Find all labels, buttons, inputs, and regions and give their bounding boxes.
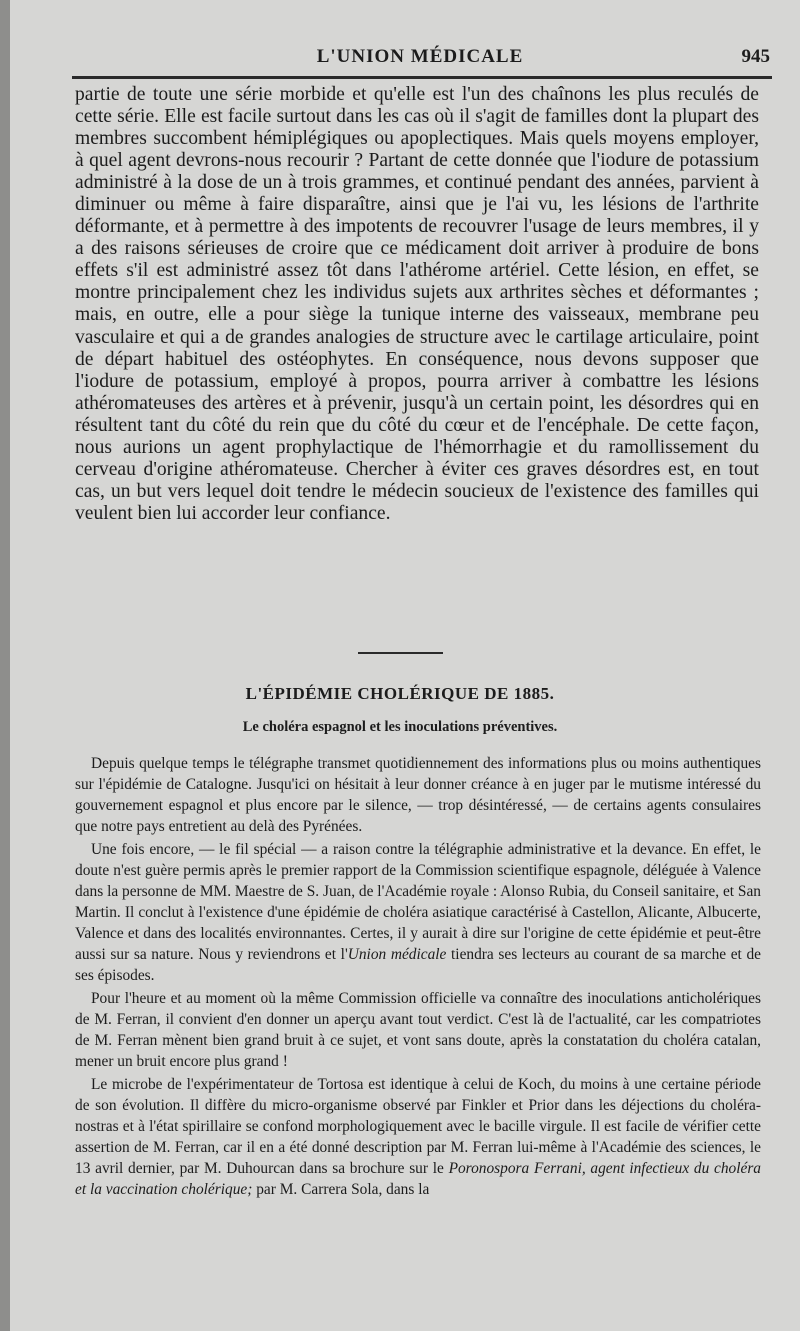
- continued-text: [75, 84, 759, 525]
- section-title: L'ÉPIDÉMIE CHOLÉRIQUE DE 1885.: [245, 684, 555, 703]
- header-rule: [72, 76, 772, 79]
- page-number: 945: [741, 46, 770, 67]
- article-paragraph: Pour l'heure et au moment où la même Commission officielle va connaître des inoculations anticholériques de M. Ferran, il convient d'en donner un aperçu avant tout verdict. C'est là de l'actualité, car les compatriotes de M. Ferran mènent bien grand bruit à ce sujet, et vont sans doute, après la constatation du choléra catalan, mener un bruit encore plus grand !: [75, 990, 761, 1070]
- journal-name: Union médicale: [347, 946, 447, 963]
- page-header: [70, 46, 770, 74]
- brochure-title: Poronospora Ferrani, agent infectieux du choléra et la vaccination cholérique;: [75, 1160, 761, 1198]
- article-paragraph: [75, 1074, 761, 1200]
- section-subtitle: Le choléra espagnol et les inoculations préventives.: [242, 719, 558, 735]
- running-title: L'UNION MÉDICALE: [316, 46, 524, 67]
- paragraph-text: Une fois encore, — le fil spécial — a raison contre la télégraphie administrative et la devance. En effet, le doute n'est guère permis après le premier rapport de la Commission scientifique espagnole, déléguée à Valence dans la personne de MM. Maestre de S. Juan, de l'Académie royale : Alonso Rubia, du Conseil sanitaire, et San Martin. Il conclut à l'existence d'une épidémie de choléra asiatique caractérisé à Castellon, Alicante, Albucerte, Valence et dans des localités environnantes. Certes, il y aurait à dire sur l'origine de cette épidémie et peut-être aussi sur sa nature. Nous y reviendrons et: [75, 841, 761, 963]
- paragraph-text: Le microbe de l'expérimentateur de Tortosa est identique à celui de Koch, du moins à une certaine période de son évolution. Il diffère du micro-organisme observé par Finkler et Prior dans les déjections du choléra-nostras et à l'état spirillaire se confond morphologiquement avec le bacille virgule. Il est facile de vérifier cette assertion de M. Ferran, car il en a été donné description par M. Ferran lui-même à l'Académie des sciences, le 13 avril dernier, par M. Duhourcan dans sa brochure sur le: [75, 1076, 761, 1177]
- article-paragraph: Depuis quelque temps le télégraphe transmet quotidiennement des informations plus ou moins authentiques sur l'épidémie de Catalogne. Jusqu'ici on hésitait à leur donner créance à en juger par le mutisme intéressé du gouvernement espagnol et plus encore par le silence, — trop désintéressé, — de certains agents consulaires que notre pays entretient au delà des Pyrénées.: [75, 755, 761, 835]
- paragraph-text-end: par M. Carrera Sola, dans la: [252, 1181, 430, 1198]
- article-paragraph: [75, 839, 761, 986]
- section-separator: [358, 652, 443, 654]
- journal-prefix: l': [340, 946, 348, 963]
- continued-paragraph: partie de toute une série morbide et qu'elle est l'un des chaînons les plus reculés de cette série. Elle est facile surtout dans les cas où il s'agit de familles dont la plupart des membres succombent hémiplégiques ou apoplectiques. Mais quels moyens employer, à quel agent devrons-nous recourir ? Partant de cette donnée que l'iodure de potassium administré à la dose de un à trois grammes, et continué pendant des années, parvient à diminuer ou même à faire disparaître, ainsi que je l'ai vu, les lésions de l'arthrite déformante, et à permettre à des impotents de recouvrer l'usage de leurs membres, il y a des raisons sérieuses de croire que ce médicament doit arriver à produire de bons effets s'il est administré assez tôt dans l'athérome artériel. Cette lésion, en effet, se montre principalement chez les individus sujets aux arthrites sèches et déformantes ; mais, en outre, elle a pour siège la tunique interne des vaisseaux, membrane peu vasculaire et qui a de grandes analogies de structure avec le cartilage articulaire, point de départ habituel des ostéophytes. En conséquence, nous devons supposer que l'iodure de potassium, employé à propos, pourra arriver à combattre les lésions athéromateuses des artères et à prévenir, jusqu'à un certain point, les désordres qui en résultent tant du côté du rein que du côté du cœur et de l'encéphale. De cette façon, nous aurions un agent prophylactique de l'hémorrhagie et du ramollissement du cerveau d'origine athéromateuse. Chercher à éviter ces graves désordres est, en tout cas, un but vers lequel doit tendre le médecin soucieux de l'existence des familles qui veulent bien lui accorder leur confiance.: [75, 84, 759, 524]
- page-edge-shadow: [0, 0, 10, 1331]
- article-body: [75, 753, 761, 1202]
- paragraph-text-end: tiendra ses lecteurs au courant de sa marche et de ses épisodes.: [75, 946, 761, 984]
